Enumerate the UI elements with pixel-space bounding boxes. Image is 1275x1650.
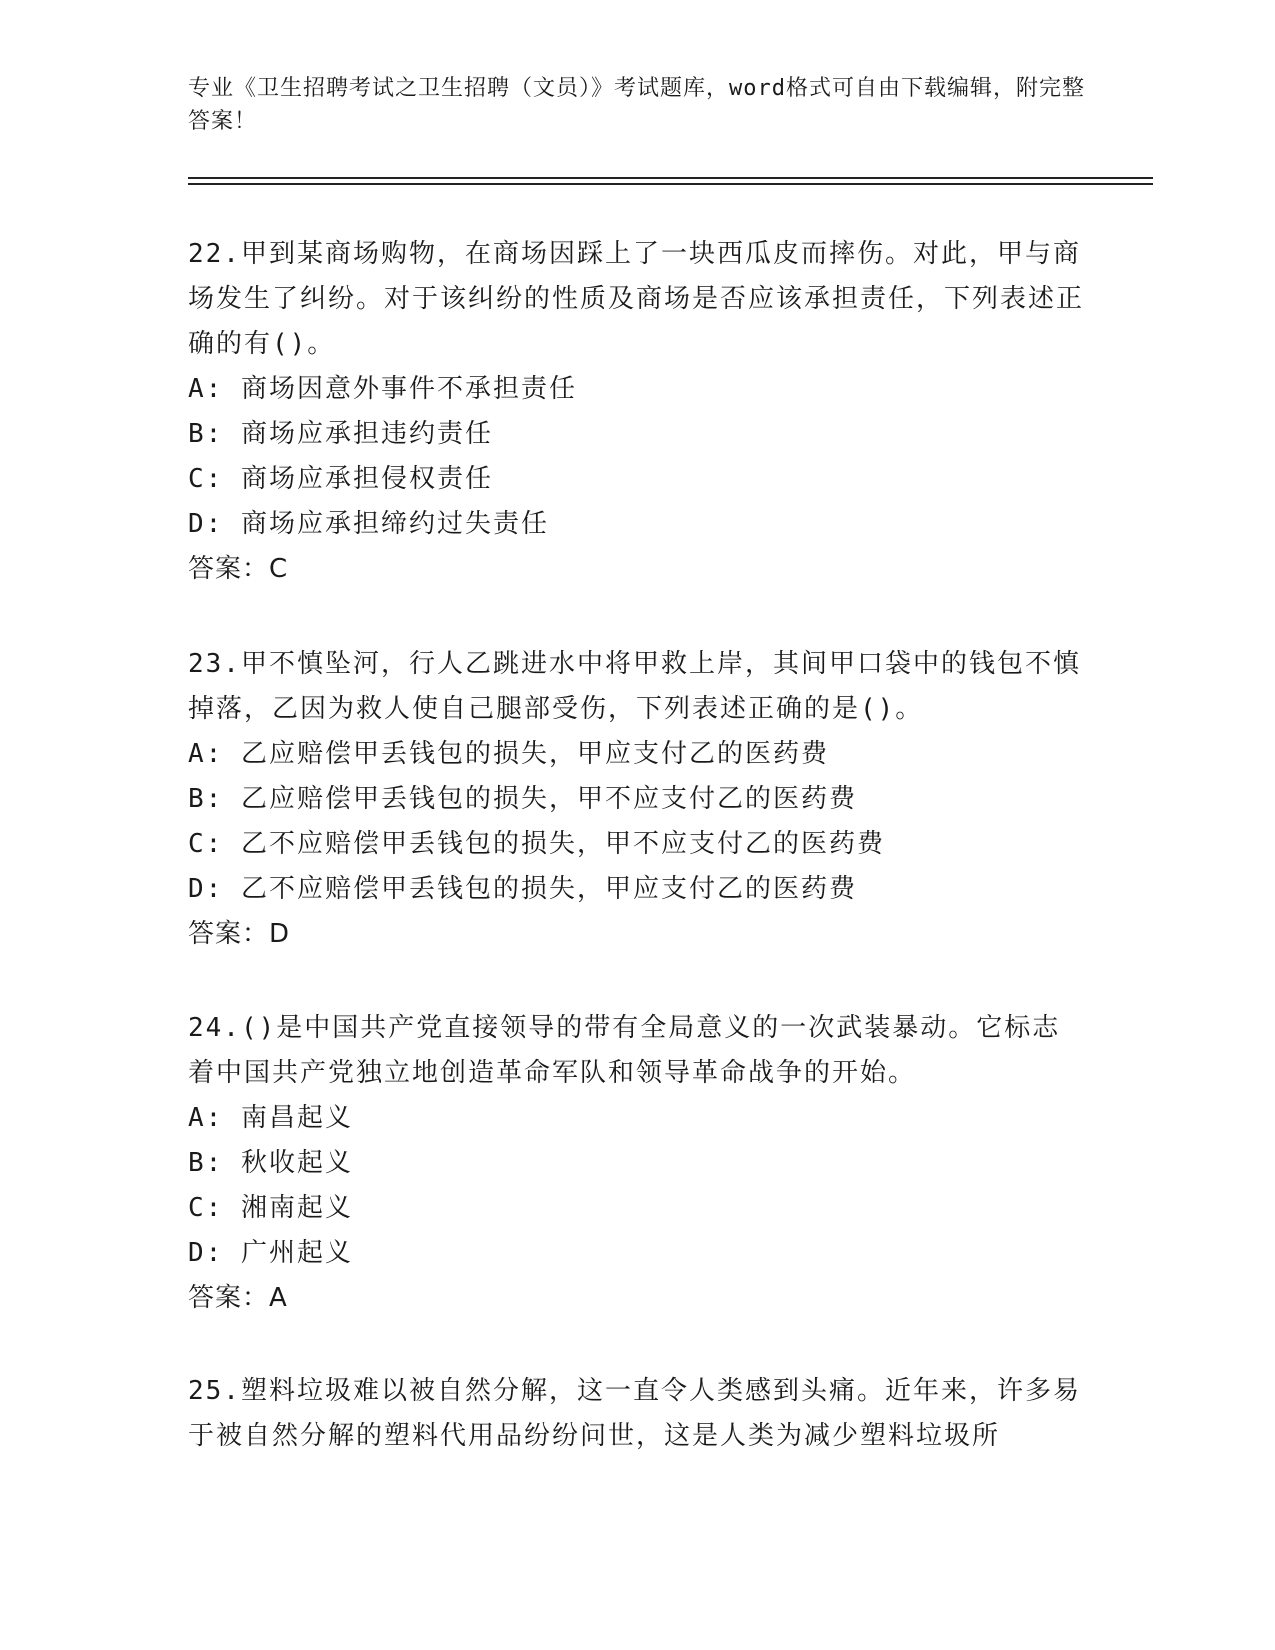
question-22 — [188, 232, 1088, 592]
option-b: B: 乙应赔偿甲丢钱包的损失，甲不应支付乙的医药费 — [188, 784, 857, 814]
option-d: D: 乙不应赔偿甲丢钱包的损失，甲应支付乙的医药费 — [188, 874, 857, 904]
question-25 — [188, 1369, 1088, 1459]
answer: 答案：C — [188, 554, 289, 584]
question-stem: 23.甲不慎坠河，行人乙跳进水中将甲救上岸，其间甲口袋中的钱包不慎掉落，乙因为救人使自己腿部受伤，下列表述正确的是()。 — [188, 649, 1081, 724]
question-stem: 22.甲到某商场购物，在商场因踩上了一块西瓜皮而摔伤。对此，甲与商场发生了纠纷。对于该纠纷的性质及商场是否应该承担责任，下列表述正确的有()。 — [188, 239, 1085, 359]
option-b: B: 商场应承担违约责任 — [188, 419, 493, 449]
question-stem: 25.塑料垃圾难以被自然分解，这一直令人类感到头痛。近年来，许多易于被自然分解的塑料代用品纷纷问世，这是人类为减少塑料垃圾所 — [188, 1376, 1081, 1451]
question-24 — [188, 1006, 1088, 1321]
answer: 答案：D — [188, 919, 291, 949]
document-header: 专业《卫生招聘考试之卫生招聘（文员）》考试题库，word格式可自由下载编辑，附完整答案！ — [188, 76, 1085, 134]
header-divider-bottom — [188, 183, 1153, 185]
option-c: C: 乙不应赔偿甲丢钱包的损失，甲不应支付乙的医药费 — [188, 829, 885, 859]
option-a: A: 乙应赔偿甲丢钱包的损失，甲应支付乙的医药费 — [188, 739, 829, 769]
option-d: D: 商场应承担缔约过失责任 — [188, 509, 549, 539]
option-b: B: 秋收起义 — [188, 1148, 353, 1178]
question-stem: 24.()是中国共产党直接领导的带有全局意义的一次武装暴动。它标志着中国共产党独立地创造革命军队和领导革命战争的开始。 — [188, 1013, 1061, 1088]
header-divider-top — [188, 177, 1153, 179]
question-23 — [188, 642, 1088, 957]
option-d: D: 广州起义 — [188, 1238, 353, 1268]
option-c: C: 湘南起义 — [188, 1193, 353, 1223]
option-a: A: 商场因意外事件不承担责任 — [188, 374, 577, 404]
answer: 答案：A — [188, 1283, 288, 1313]
option-a: A: 南昌起义 — [188, 1103, 353, 1133]
option-c: C: 商场应承担侵权责任 — [188, 464, 493, 494]
